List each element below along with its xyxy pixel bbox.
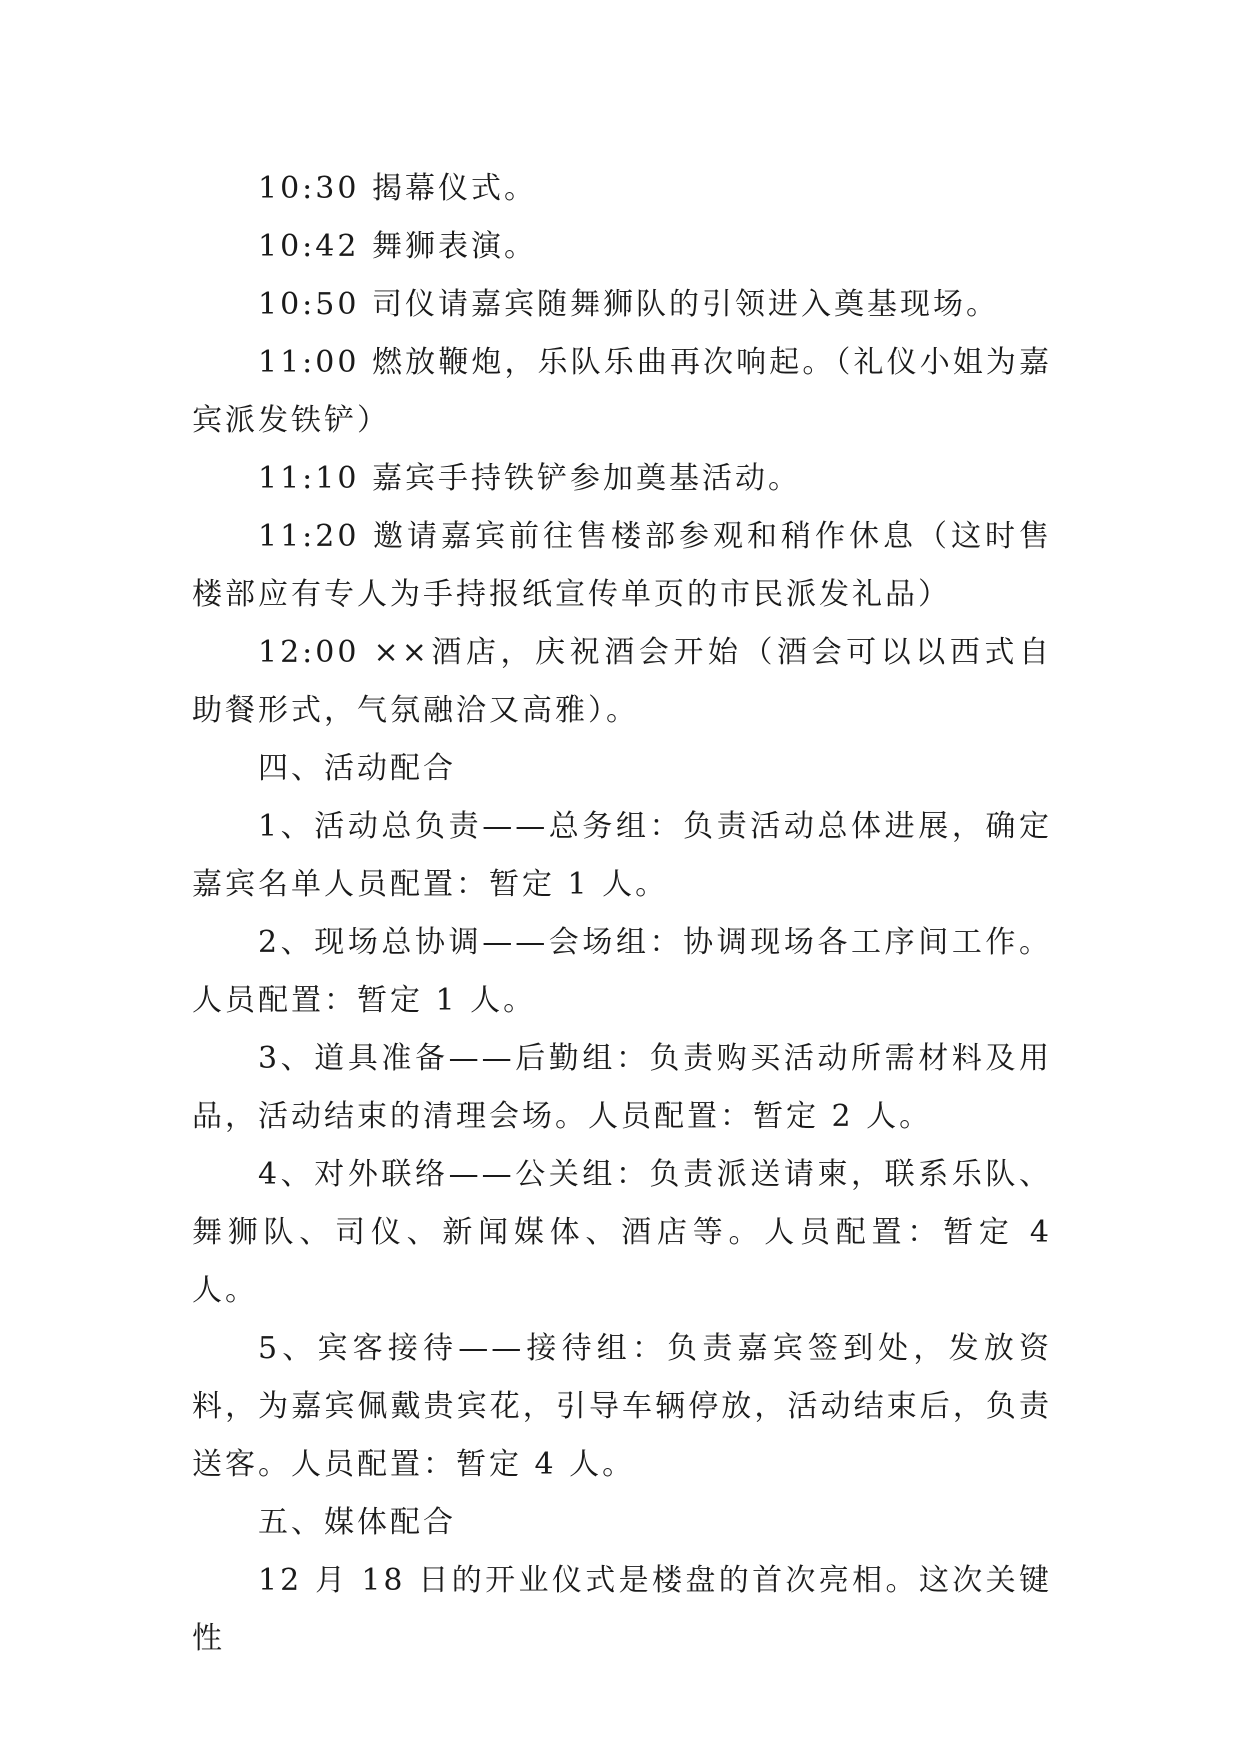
role-item-general-affairs: 1、活动总负责——总务组：负责活动总体进展，确定嘉宾名单人员配置：暂定 1 人。 <box>192 809 1052 902</box>
schedule-item-1100: 11:00 燃放鞭炮，乐队乐曲再次响起。（礼仪小姐为嘉宾派发铁铲） <box>192 345 1052 438</box>
schedule-item-1050: 10:50 司仪请嘉宾随舞狮队的引领进入奠基现场。 <box>258 287 999 322</box>
role-item-reception: 5、宾客接待——接待组：负责嘉宾签到处，发放资料，为嘉宾佩戴贵宾花，引导车辆停放，活动结束后，负责送客。人员配置：暂定 4 人。 <box>192 1331 1052 1482</box>
schedule-item-1030: 10:30 揭幕仪式。 <box>258 171 537 206</box>
document-body <box>192 160 1052 1668</box>
section-heading-activity-coordination: 四、活动配合 <box>258 751 456 786</box>
role-item-logistics: 3、道具准备——后勤组：负责购买活动所需材料及用品，活动结束的清理会场。人员配置：暂定 2 人。 <box>192 1041 1052 1134</box>
section-heading-media-coordination: 五、媒体配合 <box>258 1505 456 1540</box>
schedule-item-1120: 11:20 邀请嘉宾前往售楼部参观和稍作休息（这时售楼部应有专人为手持报纸宣传单页的市民派发礼品） <box>192 519 1052 612</box>
media-paragraph: 12 月 18 日的开业仪式是楼盘的首次亮相。这次关键性 <box>192 1563 1052 1656</box>
schedule-item-1110: 11:10 嘉宾手持铁铲参加奠基活动。 <box>258 461 801 496</box>
schedule-item-1200: 12:00 ××酒店，庆祝酒会开始（酒会可以以西式自助餐形式，气氛融洽又高雅）。 <box>192 635 1052 728</box>
role-item-public-relations: 4、对外联络——公关组：负责派送请柬，联系乐队、舞狮队、司仪、新闻媒体、酒店等。人员配置：暂定 4 人。 <box>192 1157 1052 1308</box>
role-item-venue: 2、现场总协调——会场组：协调现场各工序间工作。人员配置：暂定 1 人。 <box>192 925 1052 1018</box>
schedule-item-1042: 10:42 舞狮表演。 <box>258 229 537 264</box>
